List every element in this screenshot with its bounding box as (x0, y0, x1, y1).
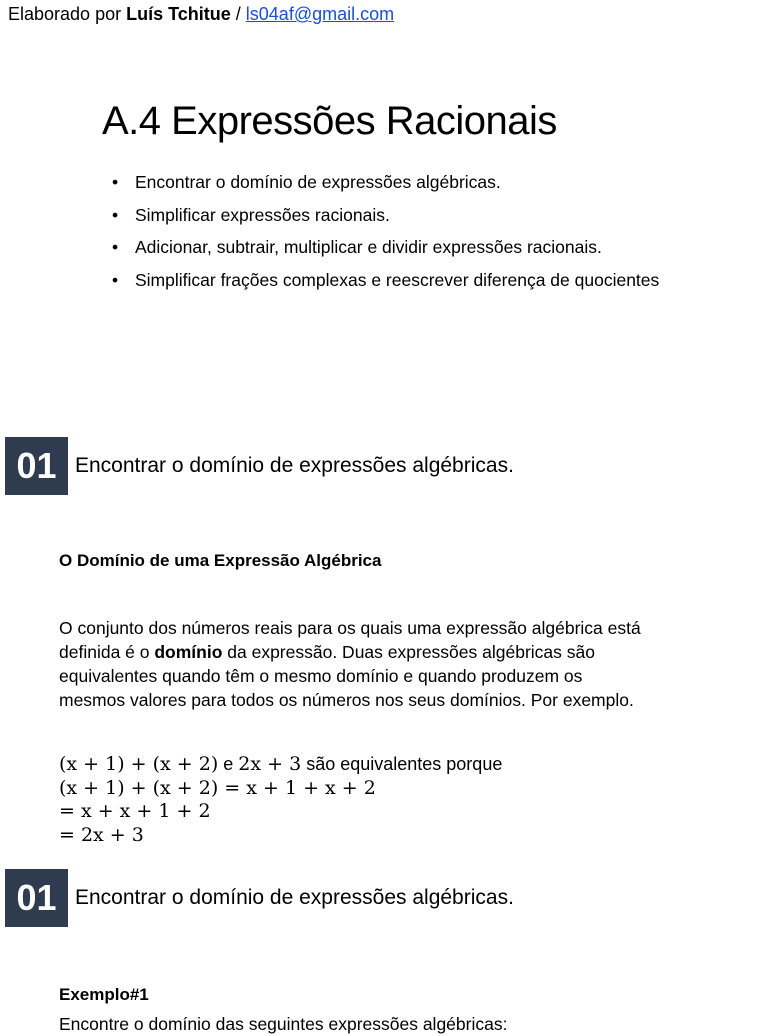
paragraph-text: da expressão. Duas expressões algébricas são (222, 642, 595, 662)
document-header (8, 2, 394, 26)
objectives-list (112, 168, 659, 298)
paragraph-text: definida é o (59, 642, 155, 662)
objective-item (112, 266, 659, 299)
section-header-1 (5, 437, 765, 495)
math-line: = x + x + 1 + 2 (59, 800, 211, 822)
objective-item (112, 201, 659, 234)
math-line (59, 753, 502, 777)
objective-item (112, 168, 659, 201)
domain-term: domínio (154, 642, 223, 662)
domain-definition-paragraph (59, 616, 749, 712)
bullet-icon: • (112, 237, 119, 257)
header-prefix: Elaborado por (8, 4, 127, 24)
math-expression: 2x + 3 (238, 753, 302, 775)
page-title: A.4 Expressões Racionais (102, 99, 557, 143)
paragraph-line (59, 640, 749, 664)
example-instruction: Encontre o domínio das seguintes expressões algébricas: (59, 1014, 508, 1034)
paragraph-line: O conjunto dos números reais para os quais uma expressão algébrica está (59, 618, 641, 638)
bullet-icon: • (112, 172, 119, 192)
domain-heading: O Domínio de uma Expressão Algébrica (59, 551, 382, 570)
example-heading: Exemplo#1 (59, 985, 149, 1004)
math-expression: (x + 1) + (x + 2) (59, 753, 219, 775)
section-title: Encontrar o domínio de expressões algébricas. (75, 886, 514, 909)
math-text: são equivalentes porque (301, 754, 503, 774)
header-separator: / (230, 4, 246, 24)
section-title: Encontrar o domínio de expressões algébricas. (75, 454, 514, 477)
objective-text: Adicionar, subtrair, multiplicar e dividir expressões racionais. (135, 237, 602, 257)
paragraph-line: mesmos valores para todos os números nos seus domínios. Por exemplo. (59, 690, 634, 710)
objective-text: Simplificar expressões racionais. (135, 204, 390, 225)
section-number-badge: 01 (5, 437, 68, 495)
section-number-badge: 01 (5, 869, 68, 927)
objective-text: Simplificar frações complexas e reescrever diferença de quocientes (135, 269, 660, 290)
math-line: = 2x + 3 (59, 823, 144, 846)
objective-item (112, 233, 659, 266)
author-name: Luís Tchitue (126, 4, 231, 24)
objective-text: Encontrar o domínio de expressões algébricas. (135, 172, 501, 192)
math-line: (x + 1) + (x + 2) = x + 1 + x + 2 (59, 776, 376, 799)
section-header-2 (5, 869, 765, 927)
bullet-icon: • (112, 204, 119, 225)
paragraph-line: equivalentes quando têm o mesmo domínio e quando produzem os (59, 666, 583, 686)
bullet-icon: • (112, 269, 119, 290)
author-email-link[interactable]: ls04af@gmail.com (245, 4, 395, 24)
equivalence-example (59, 753, 502, 847)
math-text: e (218, 754, 239, 774)
